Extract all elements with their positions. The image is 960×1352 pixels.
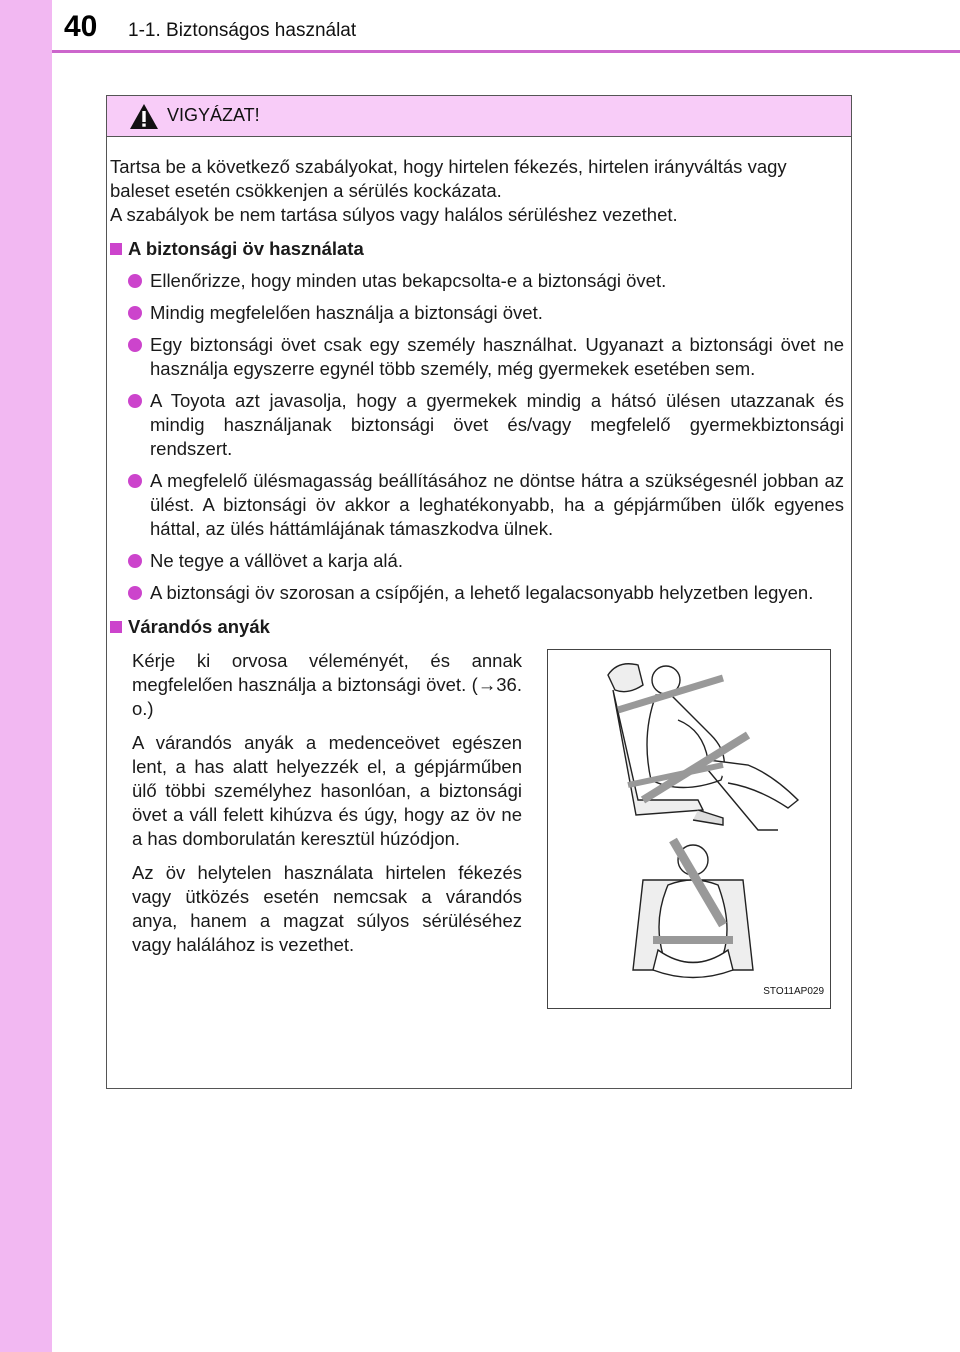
warning-content [110,155,844,997]
paragraph: Az öv helytelen használata hirtelen fékezés vagy ütközés esetén nemcsak a várandós anya, hanem a magzat súlyos sérüléséhez vagy halálához is vezethet. [132,862,522,955]
pregnant-seatbelt-drawing [548,650,830,1008]
circle-bullet-icon [128,554,142,568]
circle-bullet-icon [128,338,142,352]
page-number: 40 [64,10,98,43]
circle-bullet-icon [128,306,142,320]
paragraph: A várandós anyák a medenceövet egészen lent, a has alatt helyezzék el, a gépjárműben ülő többi személyhez hasonlóan, a biztonsági övet a váll felett kihúzva és úgy, hogy az öv ne a has domborulatán keresztül húzódjon. [132,732,522,849]
list-item: Ellenőrizze, hogy minden utas bekapcsolta-e a biztonsági övet. [110,269,844,293]
intro-paragraph: A szabályok be nem tartása súlyos vagy halálos sérüléshez vezethet. [110,204,678,225]
section-title: 1-1. Biztonságos használat [128,20,357,41]
section-heading-pregnant: Várandós anyák [110,615,844,639]
side-tab-strip [0,0,52,1352]
square-bullet-icon [110,243,122,255]
intro-paragraph: Tartsa be a következő szabályokat, hogy hirtelen fékezés, hirtelen irányváltás vagy baleset esetén csökkenjen a sérülés kockázata. [110,156,787,201]
warning-intro [110,155,844,227]
section-heading-seatbelt: A biztonsági öv használata [110,237,844,261]
list-item: Egy biztonsági övet csak egy személy használhat. Ugyanazt a biztonsági övet ne használja egyszerre egynél több személy, még gyermekek esetében sem. [110,333,844,381]
circle-bullet-icon [128,586,142,600]
list-item: A megfelelő ülésmagasság beállításához ne döntse hátra a szükségesnél jobban az ülést. A biztonsági öv akkor a leghatékonyabb, ha a gépjárműben ülők egyenes háttal, az ülés háttámlájának támaszkodva ülnek. [110,469,844,541]
circle-bullet-icon [128,474,142,488]
square-bullet-icon [110,621,122,633]
list-item: A biztonsági öv szorosan a csípőjén, a lehető legalacsonyabb helyzetben legyen. [110,581,844,605]
list-item: Ne tegye a vállövet a karja alá. [110,549,844,573]
list-item: Mindig megfelelően használja a biztonsági övet. [110,301,844,325]
pregnant-section [110,649,844,997]
header-rule [52,50,960,53]
circle-bullet-icon [128,394,142,408]
warning-header [107,96,851,137]
figure-code: STO11AP029 [763,986,824,997]
list-item: A Toyota azt javasolja, hogy a gyermekek mindig a hátsó ülésen utazzanak és mindig használjanak biztonsági övet és/vagy megfelelő gyermekbiztonsági rendszert. [110,389,844,461]
circle-bullet-icon [128,274,142,288]
seatbelt-pregnant-illustration [547,649,831,1009]
pregnant-text [132,649,522,957]
warning-triangle-icon [129,103,159,130]
paragraph: Kérje ki orvosa véleményét, és annak megfelelően használja a biztonsági övet. (→36. o.) [132,650,522,719]
warning-title: VIGYÁZAT! [167,105,260,125]
